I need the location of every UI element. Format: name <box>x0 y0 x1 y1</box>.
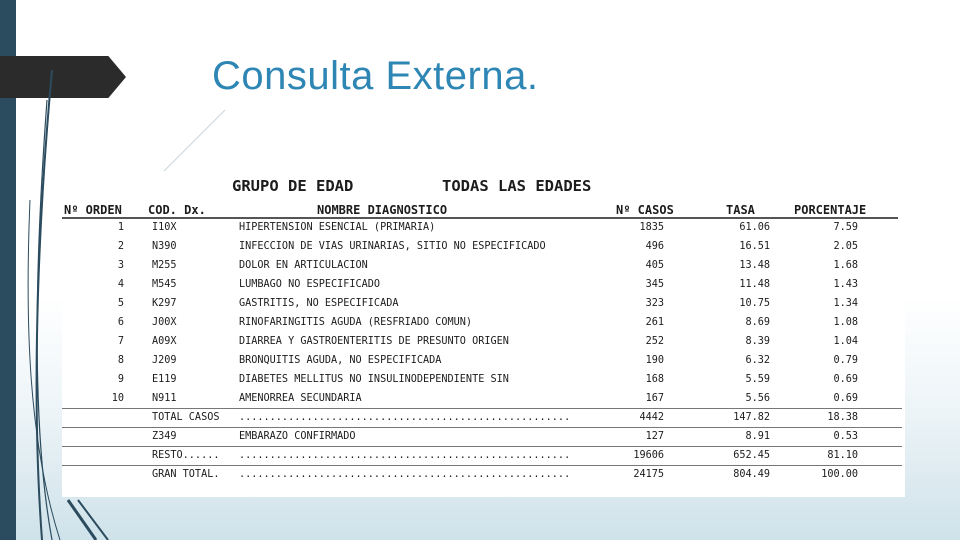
resto-row <box>62 447 905 465</box>
porcentaje-cell: 7.59 <box>833 222 858 233</box>
header-casos: Nº CASOS <box>616 203 674 217</box>
header-porcentaje: PORCENTAJE <box>794 203 867 217</box>
nombre-cell: INFECCION DE VIAS URINARIAS, SITIO NO ESPECIFICADO <box>239 241 546 252</box>
casos-cell: 24175 <box>633 469 664 480</box>
porcentaje-cell: 0.79 <box>833 355 858 366</box>
porcentaje-cell: 2.05 <box>833 241 858 252</box>
casos-cell: 127 <box>645 431 664 442</box>
total-casos-label: TOTAL CASOS <box>152 412 220 423</box>
tasa-cell: 804.49 <box>733 469 770 480</box>
cod-cell: N911 <box>152 393 177 404</box>
tasa-cell: 8.91 <box>745 431 770 442</box>
table-row <box>62 371 905 389</box>
cod-cell: Z349 <box>152 431 177 442</box>
cod-cell: A09X <box>152 336 177 347</box>
casos-cell: 168 <box>645 374 664 385</box>
table-row <box>62 276 905 294</box>
tasa-cell: 5.56 <box>745 393 770 404</box>
tasa-cell: 8.69 <box>745 317 770 328</box>
porcentaje-cell: 1.68 <box>833 260 858 271</box>
orden-cell: 1 <box>117 222 124 233</box>
orden-cell: 9 <box>117 374 124 385</box>
casos-cell: 1835 <box>639 222 664 233</box>
tasa-cell: 8.39 <box>745 336 770 347</box>
porcentaje-cell: 1.08 <box>833 317 858 328</box>
porcentaje-cell: 0.69 <box>833 374 858 385</box>
porcentaje-cell: 0.69 <box>833 393 858 404</box>
total-casos-row <box>62 409 905 427</box>
tasa-cell: 652.45 <box>733 450 770 461</box>
table-row <box>62 238 905 256</box>
header-nombre: NOMBRE DIAGNOSTICO <box>317 203 448 217</box>
orden-cell: 6 <box>117 317 124 328</box>
z349-row <box>62 428 905 446</box>
table-row <box>62 390 905 408</box>
orden-cell: 4 <box>117 279 124 290</box>
nombre-cell: HIPERTENSION ESENCIAL (PRIMARIA) <box>239 222 436 233</box>
nombre-cell: GASTRITIS, NO ESPECIFICADA <box>239 298 399 309</box>
porcentaje-cell: 1.43 <box>833 279 858 290</box>
porcentaje-cell: 18.38 <box>827 412 858 423</box>
orden-cell: 5 <box>117 298 124 309</box>
table-row <box>62 295 905 313</box>
casos-cell: 167 <box>645 393 664 404</box>
tasa-cell: 13.48 <box>739 260 770 271</box>
cod-cell: J00X <box>152 317 177 328</box>
casos-cell: 19606 <box>633 450 664 461</box>
orden-cell: 8 <box>117 355 124 366</box>
casos-cell: 496 <box>645 241 664 252</box>
resto-label: RESTO...... <box>152 450 220 461</box>
casos-cell: 345 <box>645 279 664 290</box>
header-cod: COD. Dx. <box>148 203 206 217</box>
orden-cell: 2 <box>117 241 124 252</box>
porcentaje-cell: 1.04 <box>833 336 858 347</box>
cod-cell: N390 <box>152 241 177 252</box>
group-label: GRUPO DE EDAD <box>232 177 354 195</box>
tasa-cell: 11.48 <box>739 279 770 290</box>
cod-cell: M545 <box>152 279 177 290</box>
nombre-cell: DOLOR EN ARTICULACION <box>239 260 368 271</box>
casos-cell: 190 <box>645 355 664 366</box>
table-row <box>62 257 905 275</box>
total-casos-dots: ...................................................... <box>239 412 571 423</box>
table-row <box>62 219 905 237</box>
casos-cell: 252 <box>645 336 664 347</box>
orden-cell: 10 <box>111 393 124 404</box>
table-row <box>62 333 905 351</box>
nombre-cell: RINOFARINGITIS AGUDA (RESFRIADO COMUN) <box>239 317 473 328</box>
nombre-cell: BRONQUITIS AGUDA, NO ESPECIFICADA <box>239 355 442 366</box>
casos-cell: 4442 <box>639 412 664 423</box>
porcentaje-cell: 100.00 <box>821 469 858 480</box>
nombre-cell: DIABETES MELLITUS NO INSULINODEPENDIENTE SIN <box>239 374 509 385</box>
gran-total-dots: ...................................................... <box>239 469 571 480</box>
cod-cell: K297 <box>152 298 177 309</box>
orden-cell: 3 <box>117 260 124 271</box>
nombre-cell: AMENORREA SECUNDARIA <box>239 393 362 404</box>
casos-cell: 323 <box>645 298 664 309</box>
porcentaje-cell: 0.53 <box>833 431 858 442</box>
table-header <box>62 201 905 217</box>
tasa-cell: 147.82 <box>733 412 770 423</box>
nombre-cell: DIARREA Y GASTROENTERITIS DE PRESUNTO ORIGEN <box>239 336 509 347</box>
table-row <box>62 352 905 370</box>
resto-dots: ...................................................... <box>239 450 571 461</box>
gran-total-label: GRAN TOTAL. <box>152 469 220 480</box>
tasa-cell: 10.75 <box>739 298 770 309</box>
slide-title: Consulta Externa. <box>212 54 539 98</box>
casos-cell: 261 <box>645 317 664 328</box>
nombre-cell: EMBARAZO CONFIRMADO <box>239 431 356 442</box>
group-value: TODAS LAS EDADES <box>442 177 592 195</box>
cod-cell: J209 <box>152 355 177 366</box>
nombre-cell: LUMBAGO NO ESPECIFICADO <box>239 279 381 290</box>
group-row <box>62 174 905 198</box>
casos-cell: 405 <box>645 260 664 271</box>
cod-cell: I10X <box>152 222 177 233</box>
tasa-cell: 5.59 <box>745 374 770 385</box>
tasa-cell: 6.32 <box>745 355 770 366</box>
cod-cell: E119 <box>152 374 177 385</box>
diagnosis-table <box>62 171 905 497</box>
orden-cell: 7 <box>117 336 124 347</box>
tasa-cell: 16.51 <box>739 241 770 252</box>
tasa-cell: 61.06 <box>739 222 770 233</box>
cod-cell: M255 <box>152 260 177 271</box>
table-row <box>62 314 905 332</box>
porcentaje-cell: 1.34 <box>833 298 858 309</box>
header-orden: Nº ORDEN <box>64 203 122 217</box>
gran-total-row <box>62 466 905 484</box>
header-tasa: TASA <box>726 203 755 217</box>
porcentaje-cell: 81.10 <box>827 450 858 461</box>
